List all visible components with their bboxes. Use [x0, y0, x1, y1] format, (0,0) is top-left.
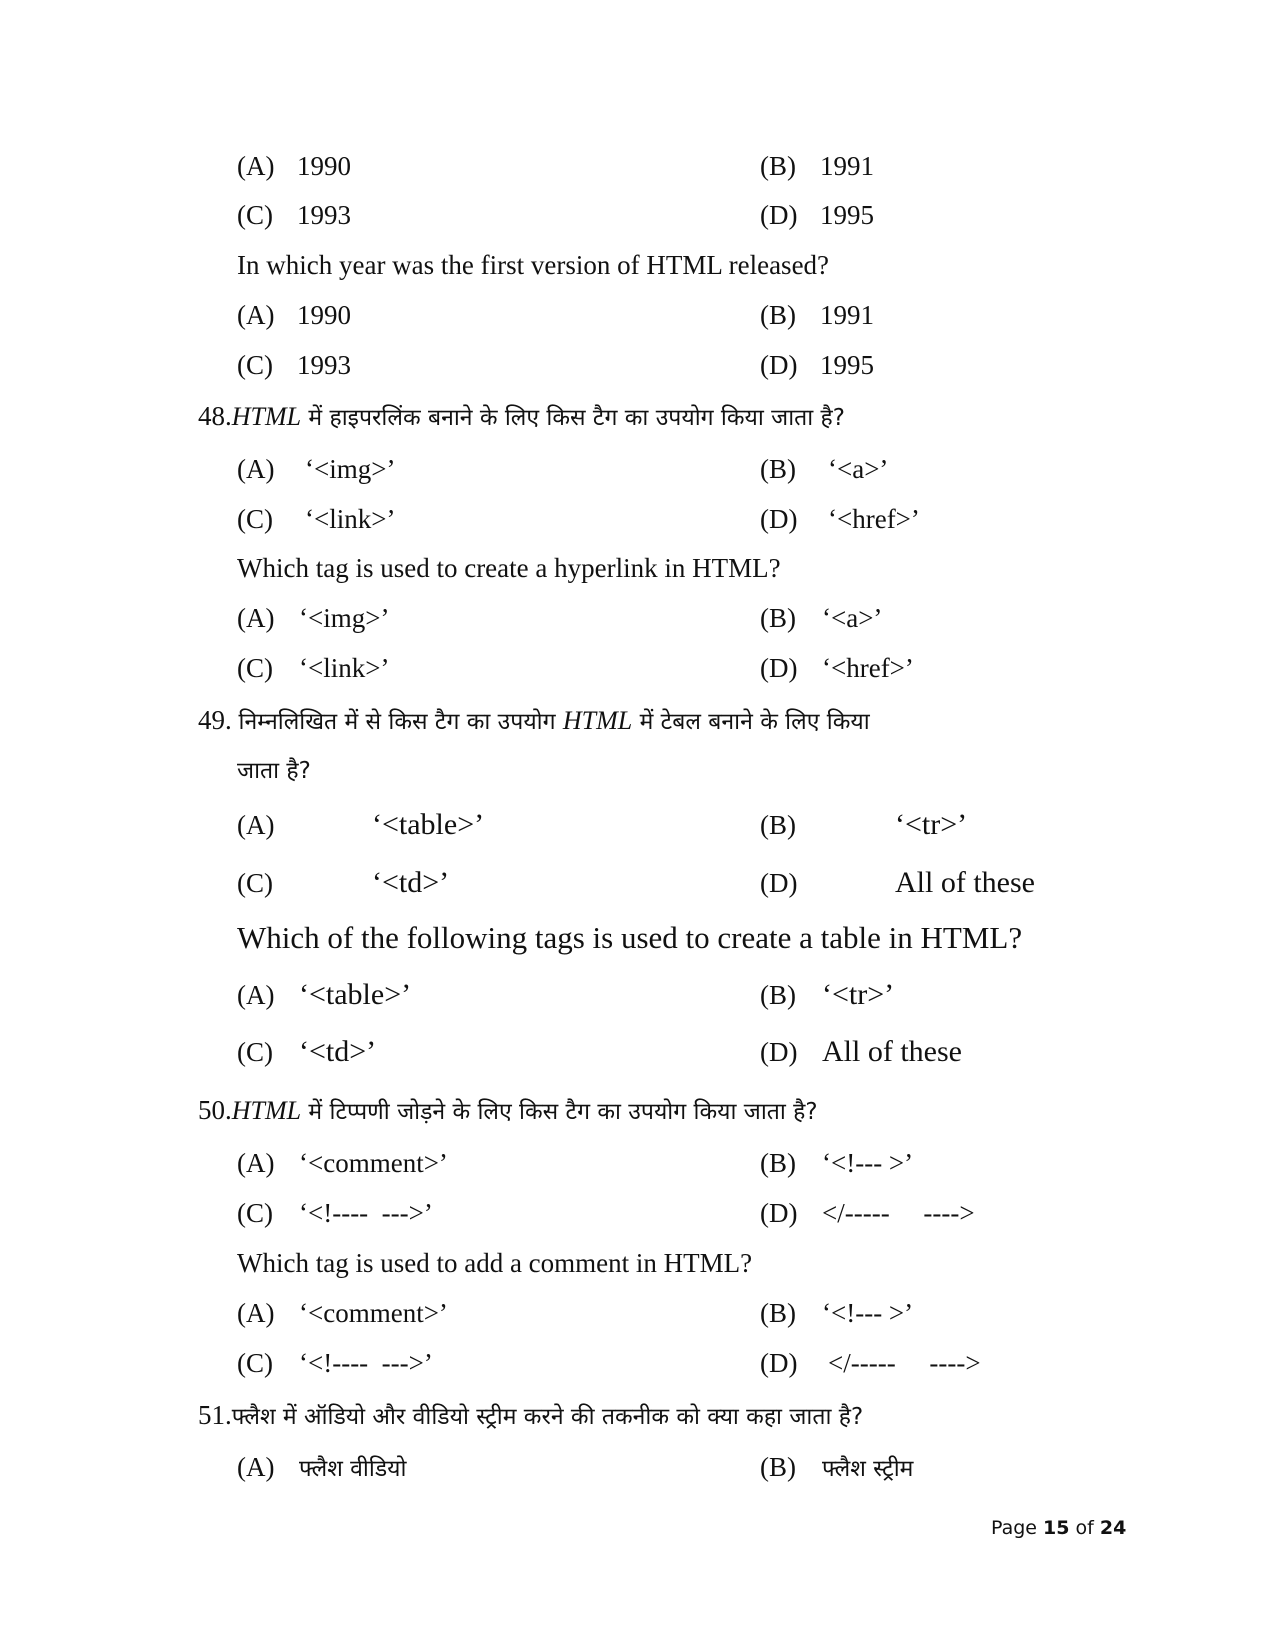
q50-en-option-a: (A) ‘<comment>’: [237, 1298, 448, 1328]
q47-en-option-a: (A) 1990: [237, 300, 351, 330]
q49-en-option-c: (C) ‘<td>’: [237, 1035, 377, 1068]
q48-hi-question: 48.HTML में हाइपरलिंक बनाने के लिए किस टैग का उपयोग किया जाता है?: [198, 401, 845, 431]
q50-hi-option-a: (A) ‘<comment>’: [237, 1148, 448, 1178]
q48-en-question: Which tag is used to create a hyperlink in HTML?: [237, 553, 781, 583]
q50-hi-option-b: (B) ‘<!--- >’: [760, 1148, 914, 1178]
q49-hi-question-line1: 49. निम्नलिखित में से किस टैग का उपयोग HTML में टेबल बनाने के लिए किया: [198, 705, 870, 735]
q50-hi-option-d: (D) </----- ---->: [760, 1198, 975, 1228]
q48-en-option-b: (B) ‘<a>’: [760, 603, 883, 633]
q50-en-option-b: (B) ‘<!--- >’: [760, 1298, 914, 1328]
q48-en-option-a: (A) ‘<img>’: [237, 603, 390, 633]
q51-hi-question: 51.फ्लैश में ऑडियो और वीडियो स्ट्रीम करने की तकनीक को क्या कहा जाता है?: [198, 1400, 864, 1430]
q51-hi-option-b: (B) फ्लैश स्ट्रीम: [760, 1452, 914, 1482]
q47-en-question: In which year was the first version of HTML released?: [237, 250, 830, 280]
q49-en-option-b: (B) ‘<tr>’: [760, 978, 895, 1011]
q47-en-option-b: (B) 1991: [760, 300, 874, 330]
q48-en-option-c: (C) ‘<link>’: [237, 653, 390, 683]
q49-hi-question-line2: जाता है?: [237, 758, 311, 784]
q49-en-question: Which of the following tags is used to create a table in HTML?: [237, 920, 1023, 955]
q50-en-option-d: (D) </----- ---->: [760, 1348, 981, 1378]
q49-hi-option-a: (A) ‘<table>’: [237, 808, 485, 841]
q48-hi-option-c: (C) ‘<link>’: [237, 504, 396, 534]
q49-hi-option-b: (B) ‘<tr>’: [760, 808, 968, 841]
q47-hi-option-d: (D) 1995: [760, 200, 874, 230]
q48-hi-option-b: (B) ‘<a>’: [760, 454, 889, 484]
q50-hi-option-c: (C) ‘<!---- --->’: [237, 1198, 433, 1228]
q47-en-option-c: (C) 1993: [237, 350, 351, 380]
q50-en-question: Which tag is used to add a comment in HTML?: [237, 1248, 753, 1278]
page-number: Page 15 of 24: [991, 1517, 1127, 1539]
q49-en-option-a: (A) ‘<table>’: [237, 978, 412, 1011]
q48-hi-option-a: (A) ‘<img>’: [237, 454, 396, 484]
q47-hi-option-a: (A) 1990: [237, 151, 351, 181]
q49-hi-option-d: (D) All of these: [760, 866, 1035, 899]
q49-en-option-d: (D) All of these: [760, 1035, 962, 1068]
q50-hi-question: 50.HTML में टिप्पणी जोड़ने के लिए किस टैग का उपयोग किया जाता है?: [198, 1095, 818, 1125]
q50-en-option-c: (C) ‘<!---- --->’: [237, 1348, 433, 1378]
q48-en-option-d: (D) ‘<href>’: [760, 653, 914, 683]
q48-hi-option-d: (D) ‘<href>’: [760, 504, 920, 534]
q47-hi-option-c: (C) 1993: [237, 200, 351, 230]
q51-hi-option-a: (A) फ्लैश वीडियो: [237, 1452, 407, 1482]
q49-hi-option-c: (C) ‘<td>’: [237, 866, 450, 899]
q47-hi-option-b: (B) 1991: [760, 151, 874, 181]
q47-en-option-d: (D) 1995: [760, 350, 874, 380]
